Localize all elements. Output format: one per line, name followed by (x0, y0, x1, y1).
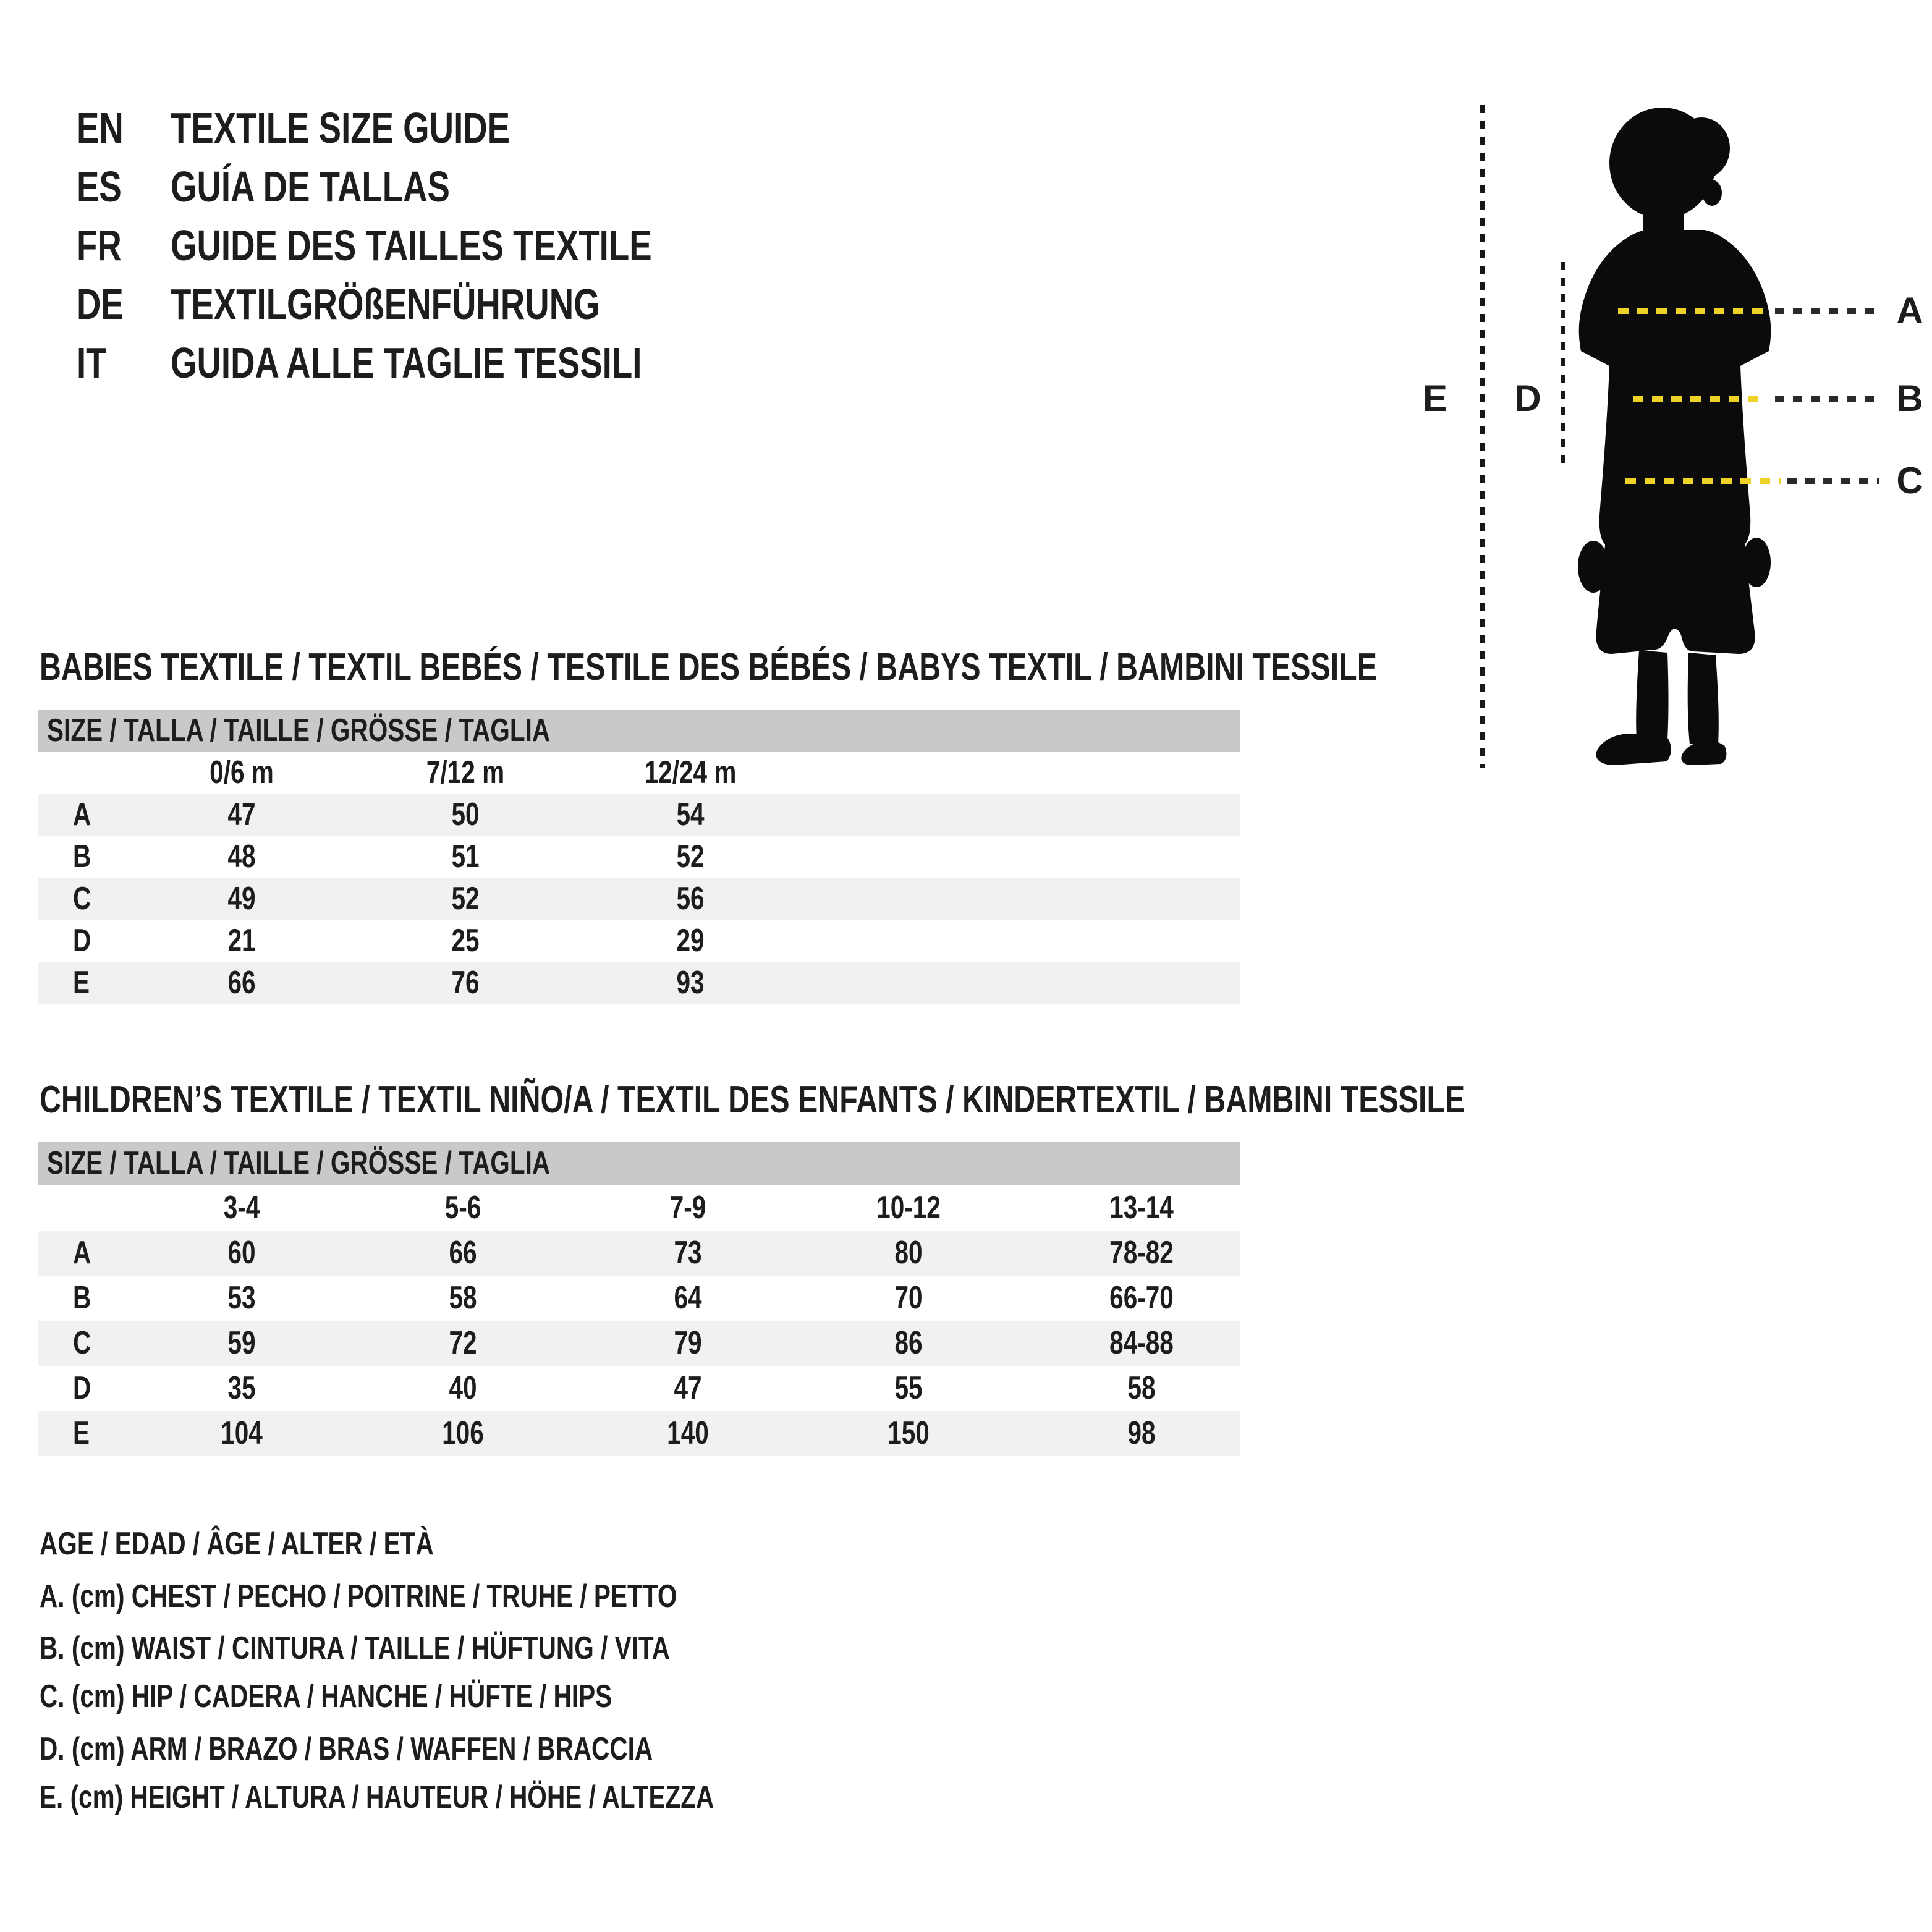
figure-label-chest: A (1896, 290, 1923, 331)
table-cell: 56 (676, 881, 705, 917)
table-cell: 150 (888, 1415, 930, 1451)
legend-hip (40, 1678, 773, 1715)
legend-chest-text: A. (cm) CHEST / PECHO / POITRINE / TRUHE / PETTO (40, 1578, 677, 1614)
arm-measure-line (1561, 262, 1565, 471)
children-row-e-label: E (73, 1415, 90, 1451)
children-row-b-label: B (73, 1280, 91, 1316)
language-title-es: GUÍA DE TALLAS (171, 163, 450, 211)
table-cell: 64 (674, 1280, 702, 1316)
hip-line-yellow (1625, 478, 1781, 484)
children-col-1: 5-6 (444, 1190, 481, 1226)
children-row-a (38, 1231, 1240, 1276)
language-code-fr: FR (77, 221, 122, 269)
babies-row-e-label: E (73, 965, 90, 1001)
language-code-es: ES (77, 163, 122, 211)
table-cell: 47 (227, 797, 256, 833)
table-cell: 78-82 (1109, 1235, 1174, 1271)
table-cell: 40 (449, 1370, 477, 1406)
language-title-en: TEXTILE SIZE GUIDE (171, 104, 511, 152)
table-cell: 47 (674, 1370, 702, 1406)
figure-label-hip: C (1896, 460, 1923, 501)
table-cell: 50 (451, 797, 480, 833)
babies-col-0: 0/6 m (210, 755, 274, 790)
children-row-b (38, 1276, 1240, 1321)
legend-height-text: E. (cm) HEIGHT / ALTURA / HAUTEUR / HÖHE / ALTEZZA (40, 1779, 714, 1815)
children-row-a-label: A (73, 1235, 91, 1271)
babies-row-e (38, 962, 1240, 1004)
table-cell: 55 (894, 1370, 923, 1406)
silhouette-left-shoe (1596, 734, 1671, 765)
figure-label-height: E (1422, 378, 1448, 419)
children-row-c (38, 1321, 1240, 1366)
silhouette-shirt (1579, 230, 1771, 550)
babies-row-d-label: D (73, 923, 91, 959)
table-cell: 93 (676, 965, 705, 1001)
babies-col-1: 7/12 m (426, 755, 505, 790)
table-cell: 106 (442, 1415, 484, 1451)
children-table-column-headers (38, 1185, 1240, 1231)
table-cell: 58 (449, 1280, 477, 1316)
legend-hip-text: C. (cm) HIP / CADERA / HANCHE / HÜFTE / HIPS (40, 1679, 612, 1714)
table-cell: 80 (894, 1235, 923, 1271)
babies-table-header-label: SIZE / TALLA / TAILLE / GRÖSSE / TAGLIA (47, 713, 551, 748)
legend-waist-text: B. (cm) WAIST / CINTURA / TAILLE / HÜFTUNG / VITA (40, 1630, 670, 1666)
children-row-c-label: C (73, 1325, 91, 1361)
children-table-header-bar (38, 1142, 1240, 1185)
waist-line-black (1775, 396, 1879, 402)
chest-line-black (1775, 308, 1879, 314)
children-col-4: 13-14 (1109, 1190, 1174, 1226)
table-cell: 73 (674, 1235, 702, 1271)
table-cell: 25 (451, 923, 480, 959)
babies-row-b (38, 836, 1240, 878)
silhouette-right-shoe (1681, 741, 1726, 765)
children-section-title-text: CHILDREN’S TEXTILE / TEXTIL NIÑO/A / TEXTIL DES ENFANTS / KINDERTEXTIL / BAMBINI TESSILE (40, 1078, 1465, 1121)
legend-arm-text: D. (cm) ARM / BRAZO / BRAS / WAFFEN / BRACCIA (40, 1731, 653, 1767)
table-cell: 104 (221, 1415, 263, 1451)
babies-row-c (38, 878, 1240, 920)
children-col-3: 10-12 (876, 1190, 941, 1226)
table-cell: 48 (227, 839, 256, 875)
children-row-e (38, 1411, 1240, 1456)
table-cell: 54 (676, 797, 705, 833)
waist-line-yellow (1633, 396, 1766, 402)
legend-age (40, 1525, 545, 1562)
table-cell: 53 (227, 1280, 256, 1316)
babies-row-b-label: B (73, 839, 91, 875)
table-cell: 51 (451, 839, 480, 875)
language-title-de: TEXTILGRÖßENFÜHRUNG (171, 280, 600, 328)
figure-label-arm: D (1514, 378, 1541, 419)
table-cell: 60 (227, 1235, 256, 1271)
babies-row-a-label: A (73, 797, 91, 833)
babies-table-header-bar (38, 710, 1240, 752)
children-col-0: 3-4 (223, 1190, 260, 1226)
chest-line-yellow (1618, 308, 1768, 314)
legend-chest (40, 1578, 857, 1615)
table-cell: 76 (451, 965, 480, 1001)
legend-age-text: AGE / EDAD / ÂGE / ALTER / ETÀ (40, 1526, 434, 1562)
table-cell: 140 (667, 1415, 709, 1451)
table-cell: 52 (676, 839, 705, 875)
table-cell: 59 (227, 1325, 256, 1361)
babies-col-2: 12/24 m (644, 755, 737, 790)
legend-arm (40, 1731, 826, 1768)
table-cell: 66-70 (1109, 1280, 1174, 1316)
silhouette-shorts (1596, 539, 1755, 654)
table-cell: 86 (894, 1325, 923, 1361)
table-cell: 49 (227, 881, 256, 917)
children-row-d-label: D (73, 1370, 91, 1406)
children-col-2: 7-9 (669, 1190, 706, 1226)
children-row-d (38, 1366, 1240, 1411)
table-cell: 35 (227, 1370, 256, 1406)
children-table-header-label: SIZE / TALLA / TAILLE / GRÖSSE / TAGLIA (47, 1145, 551, 1181)
table-cell: 58 (1127, 1370, 1156, 1406)
language-title-fr: GUIDE DES TAILLES TEXTILE (171, 221, 652, 269)
table-cell: 72 (449, 1325, 477, 1361)
table-cell: 98 (1127, 1415, 1156, 1451)
language-title-it: GUIDA ALLE TAGLIE TESSILI (171, 339, 642, 387)
babies-section-title (40, 646, 1754, 689)
babies-row-d (38, 920, 1240, 962)
babies-table-column-headers (38, 752, 1240, 794)
table-cell: 66 (449, 1235, 477, 1271)
children-section-title (40, 1078, 1867, 1122)
legend-waist (40, 1630, 848, 1667)
table-cell: 84-88 (1109, 1325, 1174, 1361)
babies-row-a (38, 794, 1240, 836)
babies-section-title-text: BABIES TEXTILE / TEXTIL BEBÉS / TESTILE DES BÉBÉS / BABYS TEXTIL / BAMBINI TESSILE (40, 646, 1377, 688)
table-cell: 29 (676, 923, 705, 959)
table-cell: 66 (227, 965, 256, 1001)
table-cell: 21 (227, 923, 256, 959)
table-cell: 70 (894, 1280, 923, 1316)
silhouette-ear (1702, 180, 1722, 206)
table-cell: 79 (674, 1325, 702, 1361)
language-code-de: DE (77, 280, 124, 328)
babies-row-c-label: C (73, 881, 91, 917)
language-code-en: EN (77, 104, 124, 152)
table-cell: 52 (451, 881, 480, 917)
figure-label-waist: B (1896, 378, 1923, 419)
legend-height (40, 1779, 904, 1816)
language-code-it: IT (77, 339, 107, 387)
hip-line-black (1787, 478, 1879, 484)
